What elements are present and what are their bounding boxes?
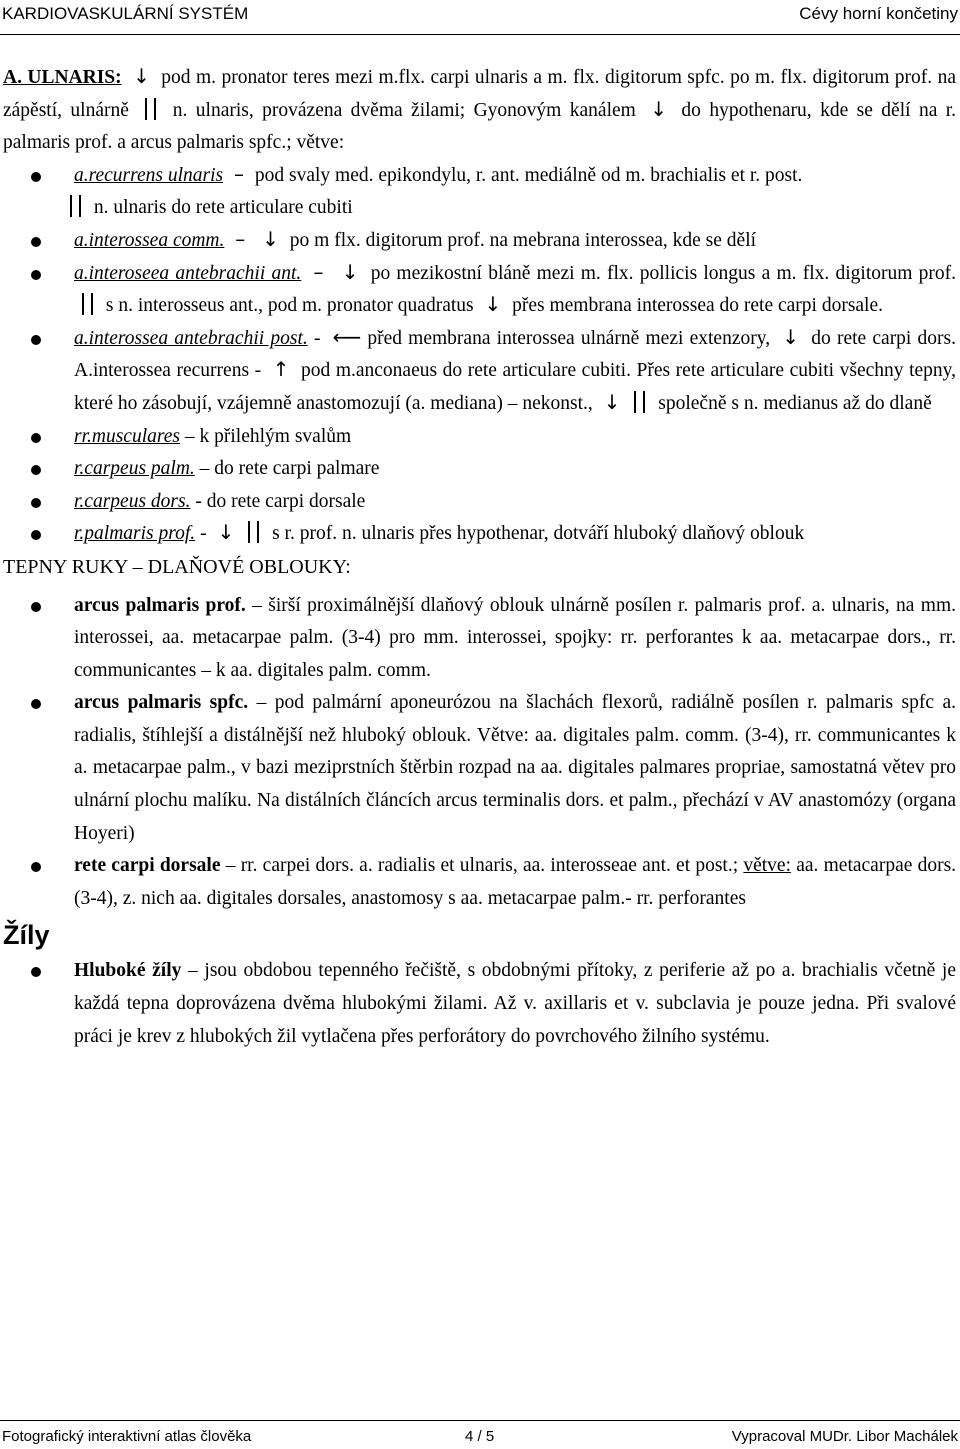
arch-text: aa. metacarpae dors.(3-4), z. nich aa. digitales dorsales, anastomosy s aa. metacarpae palm.- rr. perforantes bbox=[74, 855, 957, 909]
arrow-up-icon: ↑ bbox=[272, 357, 290, 382]
page-header bbox=[0, 0, 960, 35]
arrow-down-icon: ↓ bbox=[603, 389, 621, 414]
branch-text: pod m.anconaeus do rete articulare cubiti. Přes rete articulare cubiti všechny tepny, které ho zásobují, vzájemně anastomozují (a. mediana) – nekonst., bbox=[74, 360, 957, 414]
branch-text: po m flx. digitorum prof. na mebrana interossea, kde se dělí bbox=[289, 229, 757, 251]
header-chapter-title: KARDIOVASKULÁRNÍ SYSTÉM bbox=[2, 4, 249, 23]
branch-term: r.palmaris prof. bbox=[74, 523, 196, 545]
list-item bbox=[0, 687, 960, 850]
branch-text: po mezikostní bláně mezi m. flx. pollicis longus a m. flx. digitorum prof. bbox=[370, 262, 956, 284]
arrow-down-icon: ↓ bbox=[133, 64, 150, 88]
list-item bbox=[0, 453, 960, 486]
arrow-down-icon: ↓ bbox=[650, 96, 667, 121]
branch-text: s n. interosseus ant., pod m. pronator quadratus bbox=[105, 295, 474, 317]
nerve-icon bbox=[70, 195, 81, 217]
arch-term: rete carpi dorsale bbox=[74, 855, 221, 877]
intro-text-1: pod m. pronator teres mezi m.flx. carpi ulnaris a m. flx. digitorum spfc. po m. flx. digitorum prof. na zápěstí, ulnárně bbox=[3, 67, 956, 121]
header-section-title: Cévy horní končetiny bbox=[799, 4, 958, 23]
document-body bbox=[0, 62, 960, 1053]
branch-text: - do rete carpi dorsale bbox=[195, 490, 366, 512]
arch-text: – rr. carpei dors. a. radialis et ulnaris, aa. interosseae ant. et post.; bbox=[225, 855, 739, 877]
nerve-icon bbox=[82, 293, 93, 315]
page-number: 4 / 5 bbox=[465, 1428, 495, 1445]
list-item bbox=[0, 421, 960, 454]
section-heading-veins: Žíly bbox=[3, 920, 50, 951]
branch-term: a.interoseea antebrachii ant. bbox=[74, 262, 302, 284]
list-item bbox=[0, 486, 960, 519]
branch-text: společně s n. medianus až do dlaně bbox=[658, 392, 932, 414]
dash-icon: – bbox=[313, 259, 324, 284]
nerve-icon bbox=[145, 98, 156, 120]
nerve-icon bbox=[634, 391, 645, 413]
branch-term: r.carpeus dors. bbox=[74, 490, 191, 512]
list-item bbox=[0, 955, 960, 1053]
list-item bbox=[0, 225, 960, 258]
branch-term: a.interossea comm. bbox=[74, 229, 225, 251]
branch-text: s r. prof. n. ulnaris přes hypothenar, dotváří hluboký dlaňový oblouk bbox=[272, 523, 805, 545]
footer-atlas-title: Fotografický interaktivní atlas člověka bbox=[2, 1428, 252, 1445]
arch-term: arcus palmaris prof. bbox=[74, 594, 246, 616]
branch-text: n. ulnaris do rete articulare cubiti bbox=[93, 197, 353, 219]
list-item bbox=[0, 160, 960, 193]
arrow-left-icon: ⟵ bbox=[332, 324, 362, 349]
hand-arteries-list bbox=[0, 590, 960, 916]
branch-text: – do rete carpi palmare bbox=[199, 458, 380, 480]
branch-text: – k přilehlým svalům bbox=[184, 425, 352, 447]
branch-text: před membrana interossea ulnárně mezi extenzory, bbox=[367, 327, 771, 349]
intro-paragraph bbox=[0, 62, 960, 160]
arrow-down-icon: ↓ bbox=[341, 259, 359, 284]
branch-text: přes membrana interossea do rete carpi dorsale. bbox=[512, 295, 884, 317]
branch-text: - bbox=[313, 327, 321, 349]
dash-icon: – bbox=[235, 226, 246, 251]
arrow-down-icon: ↓ bbox=[262, 226, 279, 251]
branch-term: r.carpeus palm. bbox=[74, 458, 195, 480]
branch-text: pod svaly med. epikondylu, r. ant. mediálně od m. brachialis et r. post. bbox=[254, 164, 803, 186]
branch-term: rr.musculares bbox=[74, 425, 180, 447]
arch-text: – širší proximálnější dlaňový oblouk ulnárně posílen r. palmaris prof. a. ulnaris, na mm. interossei, aa. metacarpae palm. (3-4) pro mm. interossei, spojky: rr. perforantes k aa. metacarpae dors., rr. communicantes – k aa. digitales palm. comm. bbox=[74, 594, 956, 681]
branch-text: do rete carpi dors. A.interossea recurrens - bbox=[74, 327, 957, 382]
intro-text-2: n. ulnaris, provázena dvěma žilami; Gyonovým kanálem bbox=[172, 99, 636, 121]
vein-term: Hluboké žíly bbox=[74, 960, 182, 982]
page-footer bbox=[0, 1420, 960, 1449]
arch-text-underlined: větve: bbox=[743, 855, 792, 877]
arrow-down-icon: ↓ bbox=[484, 292, 502, 317]
dash-icon: – bbox=[234, 161, 245, 186]
list-item bbox=[0, 850, 960, 915]
branch-text: - bbox=[200, 523, 207, 545]
arrow-down-icon: ↓ bbox=[782, 324, 800, 349]
list-item bbox=[0, 258, 960, 323]
arch-term: arcus palmaris spfc. bbox=[74, 692, 249, 714]
artery-title: A. ULNARIS: bbox=[3, 67, 122, 88]
vein-text: – jsou obdobou tepenného řečiště, s obdobnými přítoky, z periferie až po a. brachialis včetně je každá tepna doprovázena dvěma hlubokými žilami. Až v. axillaris et v. subclavia je pouze jedna. Při svalové práci je krev z hlubokých žil vytlačena přes perforátory do povrchového žilního systému. bbox=[74, 960, 957, 1047]
intro-text-3: do hypothenaru, kde se dělí na r. palmaris prof. a arcus palmaris spfc.; větve: bbox=[3, 99, 957, 154]
veins-list bbox=[0, 955, 960, 1053]
list-item bbox=[0, 590, 960, 688]
list-item bbox=[0, 323, 960, 421]
list-item bbox=[0, 518, 960, 551]
arrow-down-icon: ↓ bbox=[217, 520, 235, 545]
footer-author: Vypracoval MUDr. Libor Machálek bbox=[731, 1428, 958, 1445]
branch-term: a.interossea antebrachii post. bbox=[74, 327, 308, 349]
list-item bbox=[0, 192, 960, 225]
nerve-icon bbox=[248, 521, 259, 543]
arch-text: – pod palmární aponeurózou na šlachách flexorů, radiálně posílen r. palmaris spfc a. radialis, štíhlejší a distálnější než hluboký oblouk. Větve: aa. digitales palm. comm. (3-4), rr. communicantes k a. metacarpae palm., v bazi meziprstních štěrbin rozpad na aa. digitales palmares propriae, samostatná větev pro ulnární plochu malíku. Na distálních článcích arcus terminalis dors. et palm., přechází v AV anastomózy (organa Hoyeri) bbox=[74, 692, 956, 844]
section-heading-hand-arteries: TEPNY RUKY – DLAŇOVÉ OBLOUKY: bbox=[3, 555, 351, 578]
branch-term: a.recurrens ulnaris bbox=[74, 164, 224, 186]
branch-list bbox=[0, 160, 960, 551]
